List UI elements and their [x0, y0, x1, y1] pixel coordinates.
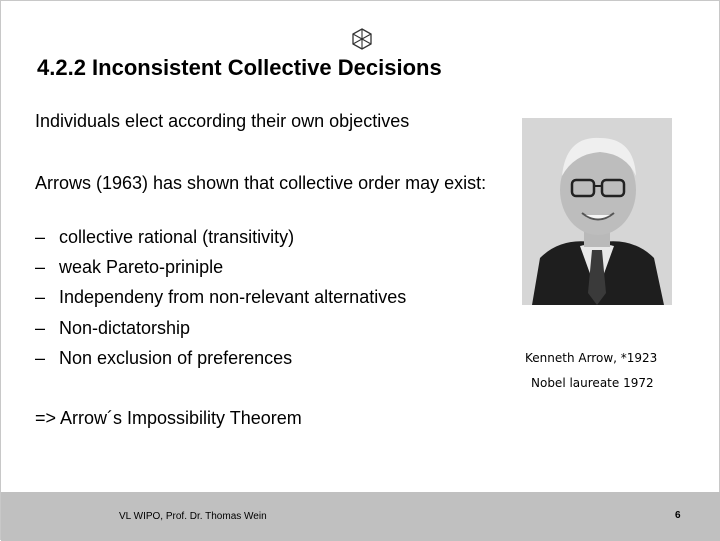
condition-text: Non-dictatorship — [59, 317, 191, 338]
list-item — [35, 286, 406, 316]
dash-bullet: – — [35, 257, 46, 278]
intro-text: Individuals elect according their own objectives — [35, 111, 410, 131]
condition-text: weak Pareto-priniple — [59, 257, 224, 278]
portrait-photo — [522, 118, 672, 305]
condition-text: Non exclusion of preferences — [59, 347, 293, 368]
asterisk-hexagon-logo-icon — [350, 27, 374, 51]
dash-bullet: – — [35, 317, 46, 338]
slide-title: 4.2.2 Inconsistent Collective Decisions — [37, 55, 442, 80]
condition-text: collective rational (transitivity) — [59, 227, 295, 247]
footer-text: VL WIPO, Prof. Dr. Thomas Wein — [119, 511, 267, 522]
photo-subcaption: Nobel laureate 1972 — [531, 376, 654, 390]
list-item — [35, 256, 406, 286]
page-number: 6 — [675, 510, 681, 521]
dash-bullet: – — [35, 227, 46, 247]
condition-text: Independeny from non-relevant alternatives — [59, 287, 407, 308]
arrow-statement: Arrows (1963) has shown that collective order may exist: — [35, 173, 487, 193]
dash-bullet: – — [35, 347, 46, 368]
list-item — [35, 226, 406, 256]
conclusion-text: => Arrow´s Impossibility Theorem — [35, 408, 302, 428]
portrait-illustration — [522, 118, 672, 305]
list-item — [35, 347, 406, 377]
photo-caption: Kenneth Arrow, *1923 — [525, 351, 658, 365]
dash-bullet: – — [35, 287, 46, 308]
conditions-list — [35, 226, 406, 377]
list-item — [35, 317, 406, 347]
footer-bar — [1, 492, 720, 541]
